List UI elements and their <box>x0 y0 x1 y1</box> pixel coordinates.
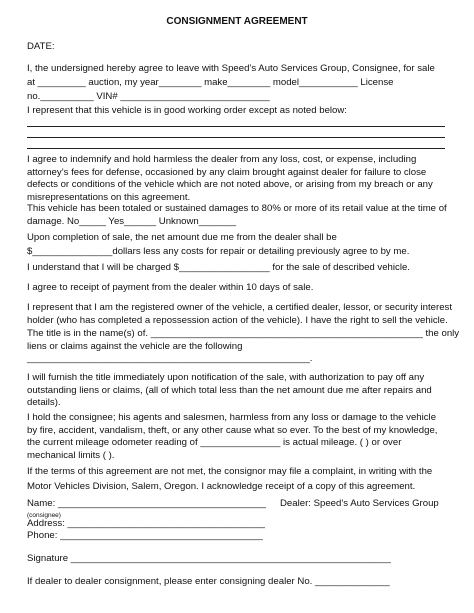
ownership-line-2: holder (who has completed a repossession action of the vehicle). I have the right to sell the vehicle. <box>27 315 448 326</box>
consignee-caption: (consignee) <box>27 512 61 519</box>
phone-field[interactable]: Phone: ______________________________________ <box>27 530 263 541</box>
intro-line-3: no.__________ VIN# ____________________________ <box>27 91 270 102</box>
signature-field[interactable]: Signature ____________________________________________________________ <box>27 553 391 564</box>
title-furnish-paragraph: I will furnish the title immediately upon notification of the sale, with authorization to pay off any outstanding liens or claims, (all of which total less than the net amount due me after repairs and details). <box>27 372 432 408</box>
dealer-name: Dealer: Speed’s Auto Services Group <box>280 498 439 509</box>
payment-receipt-statement: I agree to receipt of payment from the dealer within 10 days of sale. <box>27 282 314 293</box>
completion-line-1: Upon completion of sale, the net amount due me from the dealer shall be <box>27 232 337 243</box>
document-title: CONSIGNMENT AGREEMENT <box>166 16 308 27</box>
complaint-line-1: If the terms of this agreement are not met, the consignor may file a complaint, in writing with the <box>27 466 433 477</box>
intro-line-2: at _________ auction, my year________ make________ model___________ License <box>27 77 394 88</box>
address-field[interactable]: Address: _____________________________________ <box>27 518 265 529</box>
notes-line-3 <box>27 148 445 149</box>
name-field[interactable]: Name: _______________________________________ <box>27 498 267 509</box>
damage-line-1: This vehicle has been totaled or sustained damages to 80% or more of its retail value at the time of <box>27 203 447 214</box>
notes-line-1 <box>27 126 445 127</box>
notes-line-2 <box>27 137 445 138</box>
ownership-line-1: I represent that I am the registered owner of the vehicle, a certified dealer, lessor, or security interest <box>27 302 453 313</box>
ownership-line-3: The title is in the name(s) of. ___________________________________________________ the only <box>27 328 460 339</box>
damage-line-2: damage. No_____ Yes______ Unknown_______ <box>27 216 237 227</box>
complaint-line-2: Motor Vehicles Division, Salem, Oregon. I acknowledge receipt of a copy of this agreement. <box>27 481 416 492</box>
ownership-line-5: _____________________________________________________. <box>27 353 313 364</box>
ownership-line-4: liens or claims against the vehicle are the following <box>27 341 243 352</box>
charge-statement: I understand that I will be charged $_________________ for the sale of described vehicle. <box>27 262 410 273</box>
date-label: DATE: <box>27 41 55 52</box>
indemnify-paragraph: I agree to indemnify and hold harmless the dealer from any loss, cost, or expense, including attorney’s fees for defense, occasioned by any claim brought against dealer for failure to close defects or conditions of the vehicle which are not noted above, or arising from my breach or any misrepresentations on this agreement. <box>27 154 433 203</box>
completion-line-2: $_______________dollars less any costs for repair or detailing previously agree to by me. <box>27 246 410 257</box>
hold-harmless-paragraph: I hold the consignee; his agents and salesmen, harmless from any loss or damage to the vehicle by fire, accident, vandalism, theft, or any other cause what so ever. To the best of my knowledge, the current mileage odometer reading of _______________ is actual mileage. ( ) or over mechanical limits ( ). <box>27 412 438 461</box>
consigning-dealer-number-field[interactable]: If dealer to dealer consignment, please enter consigning dealer No. ______________ <box>27 576 390 587</box>
condition-statement: I represent that this vehicle is in good working order except as noted below: <box>27 105 347 116</box>
intro-line-1: I, the undersigned hereby agree to leave with Speed’s Auto Services Group, Consignee, for sale <box>27 63 435 74</box>
